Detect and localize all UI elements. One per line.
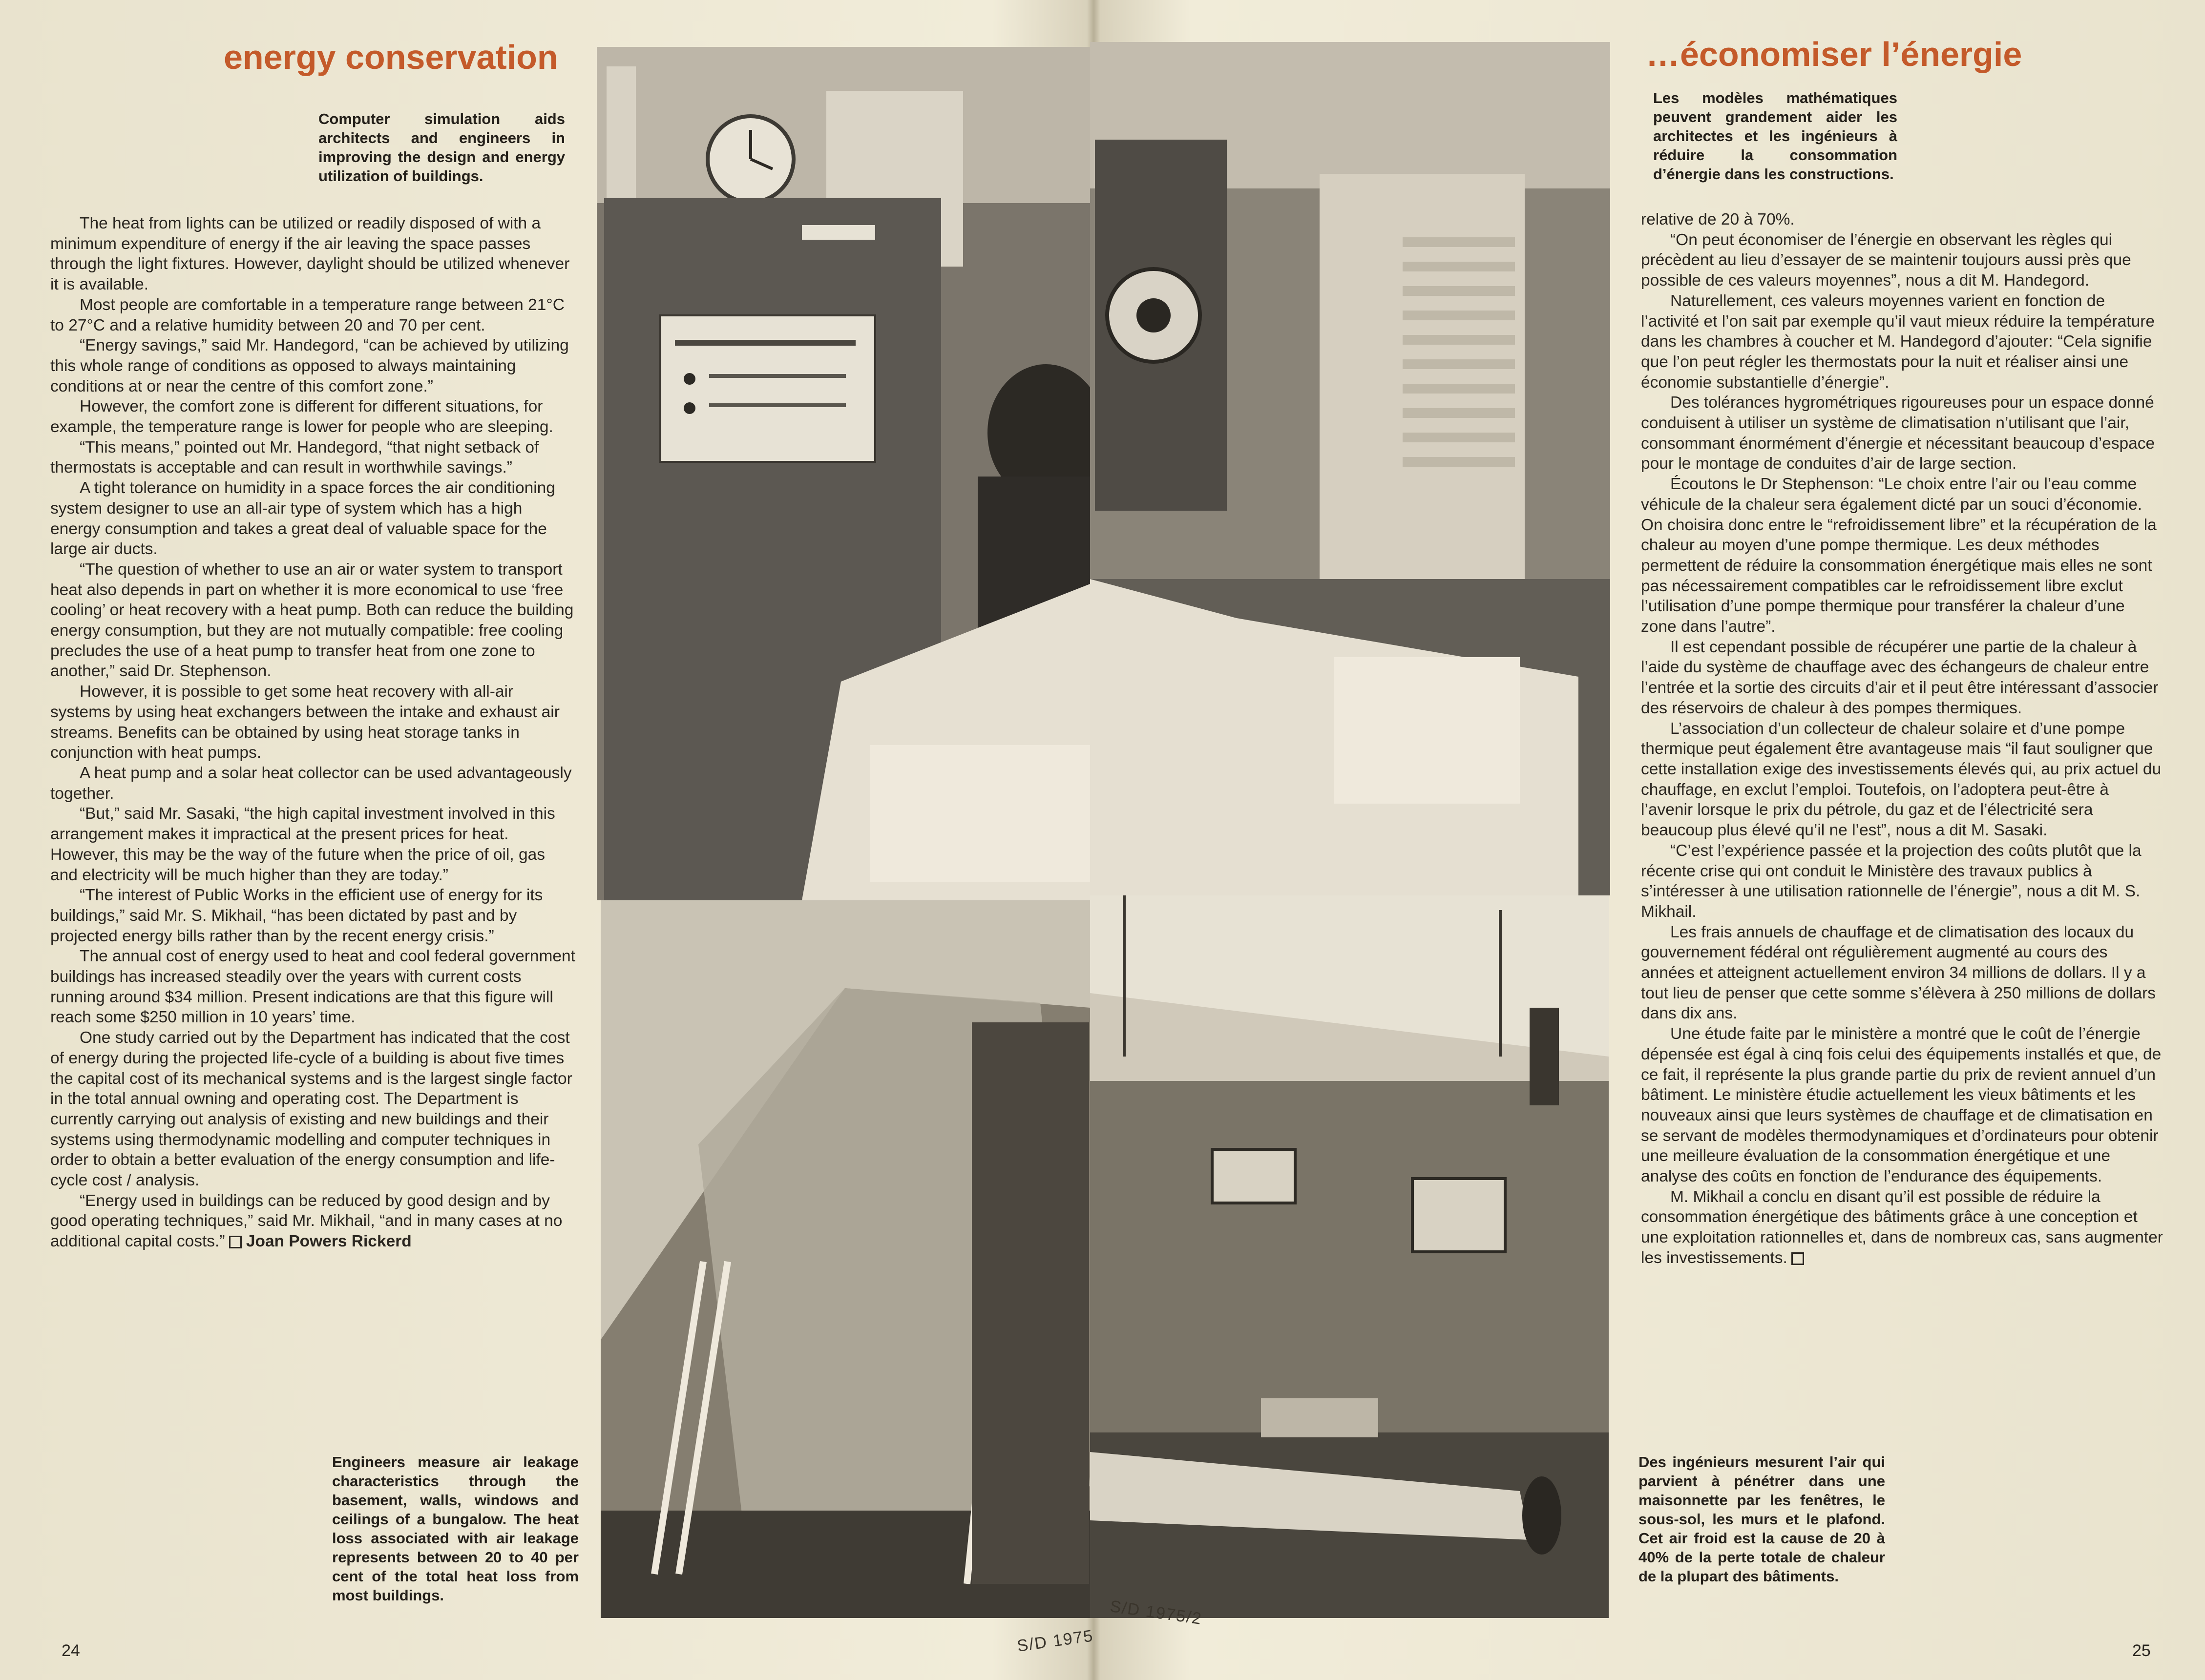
deck-left: Computer simulation aids architects and engineers in improving the design and energy utilization of buildings.: [318, 110, 565, 185]
paragraph: However, the comfort zone is different for different situations, for example, the temperature range is lower for people who are sleeping.: [50, 397, 553, 436]
paragraph: A tight tolerance on humidity in a space forces the air conditioning system designer to use an all-air type of system which has a high energy consumption and takes a great deal of valuable space for the large air ducts.: [50, 479, 555, 559]
paragraph: A heat pump and a solar heat collector can be used advantageously together.: [50, 764, 572, 803]
paragraph: “Energy savings,” said Mr. Handegord, “can be achieved by utilizing this whole range of conditions as opposed to always maintaining conditions at or near the centre of this comfort zone.”: [50, 336, 569, 395]
paragraph: Naturellement, ces valeurs moyennes varient en fonction de l’activité et l’on sait par exemple qu’il vaut mieux réduire la température dans les chambres à coucher et M. Handegord d’ajouter: “Cela signifie que l’on peut régler les thermostats pour la nuit et réaliser ainsi une économie substantielle d’énergie”.: [1641, 291, 2155, 392]
computer-room-photo-left: [597, 47, 1090, 900]
footer-right: S/D 1975/2: [1109, 1597, 1203, 1629]
end-mark-icon: [229, 1236, 242, 1248]
caption-right: Des ingénieurs mesurent l’air qui parvient à pénétrer dans une maisonnette par les fenêtres, le sous-sol, les murs et le plafond. Cet air froid est la cause de 20 à 40% de la perte totale de chaleur de la plupart des bâtiments.: [1638, 1453, 1885, 1585]
paragraph: “On peut économiser de l’énergie en observant les règles qui précèdent au lieu d’essayer de se maintenir toujours aussi près que possible de ces valeurs moyennes”, nous a dit M. Handegord.: [1641, 230, 2131, 290]
paragraph: However, it is possible to get some heat recovery with all-air systems by using heat exchangers between the intake and exhaust air streams. Benefits can be obtained by using heat storage tanks in conjunction with heat pumps.: [50, 683, 560, 762]
paragraph: Une étude faite par le ministère a montré que le coût de l’énergie dépensée est égal à cinq fois celui des équipements installés et que, de ce fait, il représente la plus grande partie du prix de revient annuel d’un bâtiment. Le ministère étudie actuellement les vieux bâtiments et les nouveaux ainsi que leurs systèmes de chauffage et de climatisation en se servant de modèles thermodynamiques et d’ordinateurs pour obtenir une meilleure évaluation de la consommation énergétique et une analyse des coûts en fonction de l’endurance des équipements.: [1641, 1025, 2162, 1186]
paragraph: Écoutons le Dr Stephenson: “Le choix entre l’air ou l’eau comme véhicule de la chaleur sera également dicté par un souci d’économie. On choisira donc entre le “refroidissement libre” et la récupération de la chaleur au moyen d’une pompe thermique. Les deux méthodes permettent de réduire la consommation énergétique mais elles ne sont pas nécessairement compatibles car le refroidissement libre exclut l’utilisation d’une pompe thermique pour transférer la chaleur d’une zone dans l’autre”.: [1641, 475, 2157, 636]
footer-left: S/D 1975: [1016, 1626, 1095, 1656]
paragraph: “The question of whether to use an air or water system to transport heat also depends in part on whether it is more economical to use ‘free cooling’ or heat recovery with a heat pump. Both can reduce the building energy consumption, but they are not mutually compatible: free cooling precludes the use of a heat pump to transfer heat from one zone to another,” said Dr. Stephenson.: [50, 560, 574, 681]
paragraph: “This means,” pointed out Mr. Handegord, “that night setback of thermostats is acceptable and can result in worthwhile savings.”: [50, 438, 539, 477]
paragraph: relative de 20 à 70%.: [1641, 210, 1795, 228]
computer-room-image: [1090, 42, 1610, 895]
article-body-right: [1641, 209, 2163, 1268]
final-text: “Energy used in buildings can be reduced by good design and by good operating techniques,” said Mr. Mikhail, “and in many cases at no additional capital costs.”: [50, 1191, 563, 1251]
paragraph: “But,” said Mr. Sasaki, “the high capital investment involved in this arrangement makes it impractical at the present prices for heat. However, this may be the way of the future when the price of oil, gas and electricity will be much higher than they are today.”: [50, 805, 555, 884]
paragraph: The heat from lights can be utilized or readily disposed of with a minimum expenditure of energy if the air leaving the space passes through the light fixtures. However, daylight should be utilized whenever it is available.: [50, 214, 570, 294]
paragraph: Des tolérances hygrométriques rigoureuses pour un espace donné conduisent à utiliser un système de climatisation n’utilisant que l’air, consommant énormément d’énergie et nécessitant beaucoup d’espace pour le montage de conduites d’air de large section.: [1641, 394, 2155, 473]
paragraph: Les frais annuels de chauffage et de climatisation des locaux du gouvernement fédéral ont régulièrement augmenté au cours des années et atteignent actuellement environ 34 millions de dollars. Il y a tout lieu de penser que cette somme s’élèvera à 250 millions de dollars dans dix ans.: [1641, 923, 2156, 1023]
byline: Joan Powers Rickerd: [246, 1232, 412, 1251]
paragraph: The annual cost of energy used to heat and cool federal government buildings has increased steadily over the years with current costs running around $34 million. Present indications are that this figure will reach some $250 million in 10 years’ time.: [50, 947, 575, 1027]
paragraph: Most people are comfortable in a temperature range between 21°C to 27°C and a relative humidity between 20 and 70 per cent.: [50, 295, 565, 334]
house-image: [601, 900, 1090, 1618]
folio-left: 24: [62, 1641, 80, 1660]
end-mark-icon: [1791, 1252, 1804, 1265]
house-plastic-sheet-photo: [601, 900, 1090, 1618]
bungalow-image: [1090, 895, 1609, 1618]
article-body-left: [50, 213, 575, 1252]
heading-left: energy conservation: [224, 38, 558, 76]
computer-room-image: [597, 47, 1090, 900]
computer-room-photo-right: [1090, 42, 1610, 895]
paragraph: One study carried out by the Department has indicated that the cost of energy during the projected life-cycle of a building is about five times the capital cost of its mechanical systems and is the largest single factor in the total annual owning and operating cost. The Department is currently carrying out analysis of existing and new buildings and their systems using thermodynamic modelling and computer techniques in order to obtain a better evaluation of the energy consumption and life-cycle cost / analysis.: [50, 1029, 572, 1190]
paragraph: “The interest of Public Works in the efficient use of energy for its buildings,” said Mr. S. Mikhail, “has been dictated by past and by projected energy bills rather than by the recent energy crisis.”: [50, 886, 543, 945]
paragraph-final: [50, 1191, 575, 1252]
paragraph: L’association d’un collecteur de chaleur solaire et d’une pompe thermique peut également être avantageuse mais “il faut souligner que cette installation exige des investissements élevés qui, au prix actuel du chauffage, en exclut l’emploi. Toutefois, on l’adoptera peut-être à l’avenir lorsque le prix du pétrole, du gaz et de l’électricité sera beaucoup plus élevé qu’il ne l’est”, nous a dit M. Sasaki.: [1641, 719, 2162, 840]
paragraph: “C’est l’expérience passée et la projection des coûts plutôt que la récente crise qui ont conduit le Ministère des travaux publics à s’intéresser à une utilisation rationnelle de l’énergie”, nous a dit M. S. Mikhail.: [1641, 841, 2142, 921]
bungalow-test-photo: [1090, 895, 1609, 1618]
paragraph: Il est cependant possible de récupérer une partie de la chaleur à l’aide du système de chauffage avec des échangeurs de chaleur entre l’entrée et la sortie des circuits d’air et il peut être intéressant d’associer des réservoirs de chaleur à des pompes thermiques.: [1641, 638, 2159, 717]
paragraph-final: [1641, 1187, 2163, 1268]
deck-right: Les modèles mathématiques peuvent grandement aider les architectes et les ingénieurs à réduire la consommation d’énergie dans les constructions.: [1653, 89, 1897, 183]
caption-left: Engineers measure air leakage characteristics through the basement, walls, windows and ceilings of a bungalow. The heat loss associated with air leakage represents between 20 to 40 per cent of the total heat loss from most buildings.: [332, 1453, 579, 1604]
folio-right: 25: [2132, 1641, 2151, 1660]
heading-right: …économiser l’énergie: [1646, 35, 2022, 73]
final-text: M. Mikhail a conclu en disant qu’il est possible de réduire la consommation énergétique des bâtiments grâce à une conception et une exploitation rationnelles et, dans de nombreux cas, sans augmenter les investissements.: [1641, 1187, 2163, 1267]
